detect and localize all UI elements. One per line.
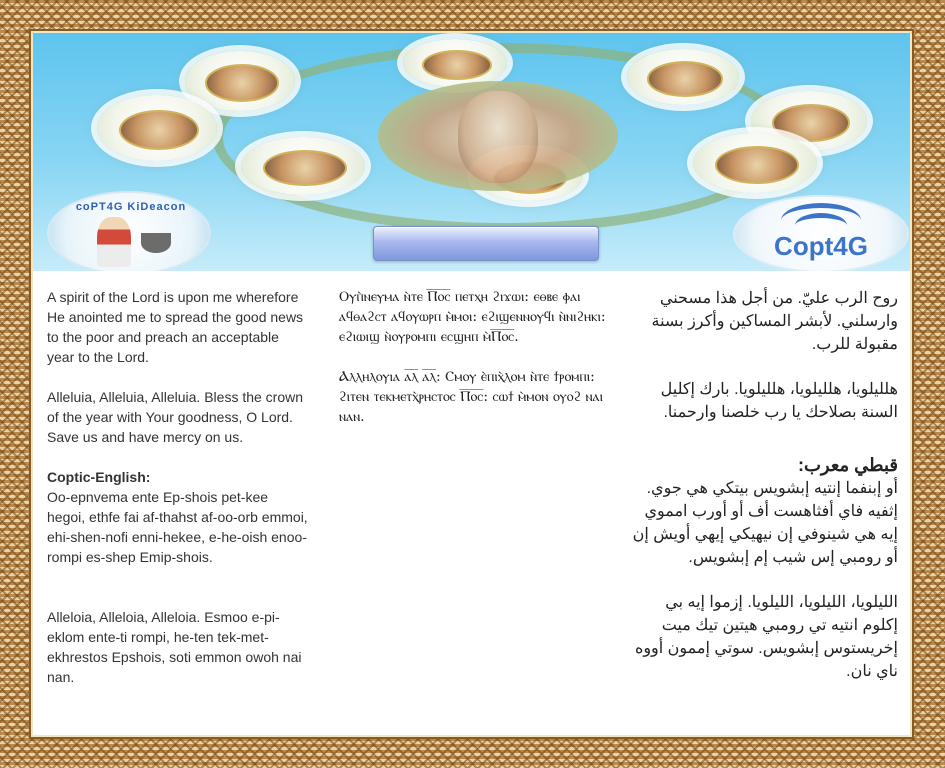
coptic-paragraph: Ⲁⲗⲗⲏⲗⲟⲩⲓⲁ ⲁ̅ⲗ̅ ⲁ̅ⲗ̅: Ⲥⲙⲟⲩ ⲉ̀ⲡⲓⲭ̀ⲗⲟⲙ ⲛ̀ⲧⲉ ϯⲣⲟⲙⲡⲓ: ϩⲓⲧⲉⲛ ⲧⲉⲕⲙⲉⲧⲭ̀ⲣⲏⲥⲧⲟⲥ Ⲡ̅ⲟ̅ⲥ̅: ⲥⲱϯ ⲙ̀ⲙⲟⲛ ⲟⲩⲟϩ ⲛⲁⲓ ⲛⲁⲛ. bbox=[339, 369, 603, 425]
arabic-coptic-header: قبطي معرب: bbox=[797, 455, 898, 475]
saint-icon bbox=[185, 51, 295, 111]
english-column bbox=[47, 287, 309, 707]
copt4g-logo bbox=[733, 195, 909, 271]
saint-icon bbox=[241, 137, 365, 195]
deacon-icon bbox=[97, 217, 131, 267]
saint-icon bbox=[403, 39, 507, 87]
saint-icon bbox=[693, 133, 817, 193]
coptic-column bbox=[339, 287, 607, 447]
content-frame bbox=[33, 33, 910, 735]
saint-icon bbox=[627, 49, 739, 105]
logo-left-text: coPT4G KiDeacon bbox=[75, 201, 187, 213]
english-paragraph: Oo-epnvema ente Ep-shois pet-kee hegoi, ethfe fai af-thahst af-oo-orb emmoi, ehi-shen-nofi enni-hekee, e-he-oish enoo-rompi es-shep Emip-shois. bbox=[47, 489, 308, 565]
arabic-paragraph: الليلويا، الليلويا، الليلويا. إزموا إيه بي إكلوم انتيه تي رومبي هيتين تيك ميت إخريستوس إبشويس. سوتي إممون أووه ناي نان. bbox=[634, 594, 898, 680]
banner-button[interactable] bbox=[373, 226, 599, 261]
header-banner bbox=[33, 33, 910, 271]
saint-icon bbox=[97, 95, 217, 161]
arabic-paragraph: أو إبنفما إنتيه إبشويس بيتكي هي جوي. إثفيه فاي أفثاهست أف أو أورب امموي إيه هي شينوفي إن نيهيكي إيهي أويش إن أو رومبي إس شيب إم إبشويس. bbox=[632, 480, 898, 566]
arabic-paragraph: هلليلويا، هلليلويا، هلليلويا. بارك إكليل السنة بصلاحك يا رب خلصنا وارحمنا. bbox=[660, 381, 898, 421]
english-paragraph: Alleluia, Alleluia, Alleluia. Bless the crown of the year with Your goodness, O Lord. Save us and have mercy on us. bbox=[47, 389, 304, 445]
coptic-paragraph: Ⲟⲩⲡ̀ⲛⲉⲩⲙⲁ ⲛ̀ⲧⲉ Ⲡ̅ⲟ̅ⲥ̅ ⲡⲉⲧⲭⲏ ϩⲓϫⲱⲓ: ⲉⲑⲃⲉ ⲫⲁⲓ ⲁϥⲑⲁϩⲥⲧ ⲁϥⲟⲩⲱⲣⲡ ⲙ̀ⲙⲟⲓ: ⲉϩⲓϣⲉⲛⲛⲟⲩϥⲓ ⲛ̀ⲛⲓϩⲏⲕⲓ: ⲉϩⲓⲱⲓϣ ⲛ̀ⲟⲩⲣⲟⲙⲡⲓ ⲉⲥϣⲏⲡ ⲙ̀Ⲡ̅ⲟ̅ⲥ̅. bbox=[339, 289, 606, 345]
christ-icon bbox=[378, 81, 618, 191]
english-paragraph: Alleloia, Alleloia, Alleloia. Esmoo e-pi-eklom ente-ti rompi, he-ten tek-met-ekhrestos Epshois, soti emmon owoh nai nan. bbox=[47, 609, 302, 685]
arabic-column bbox=[630, 287, 898, 705]
kideacon-logo bbox=[47, 191, 211, 271]
censer-icon bbox=[141, 233, 171, 253]
logo-right-text: Copt4G bbox=[774, 231, 868, 261]
english-paragraph: A spirit of the Lord is upon me wherefore He anointed me to spread the good news to the poor and preach an acceptable year to the Lord. bbox=[47, 289, 304, 365]
coptic-english-header: Coptic-English: bbox=[47, 469, 151, 485]
arabic-paragraph: روح الرب عليّ. من أجل هذا مسحني وارسلني. لأبشر المساكين وأكرز بسنة مقبولة للرب. bbox=[651, 290, 898, 353]
